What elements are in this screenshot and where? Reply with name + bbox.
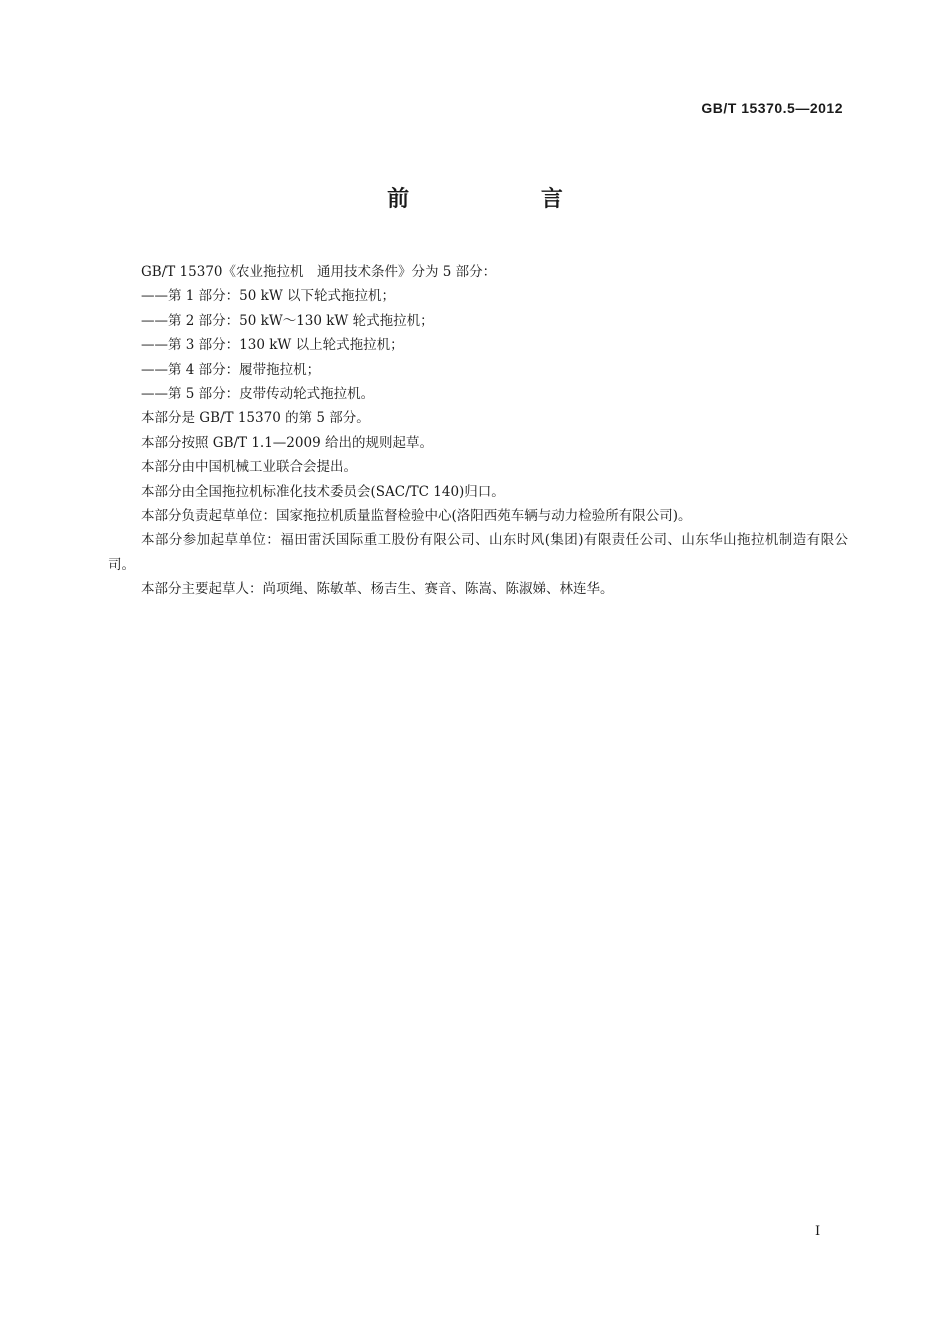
paragraph-part-statement: 本部分是 GB/T 15370 的第 5 部分。 <box>141 410 370 427</box>
list-item-part-2: ——第 2 部分：50 kW～130 kW 轮式拖拉机； <box>141 312 434 329</box>
preface-body <box>108 260 848 602</box>
paragraph-lead-drafter: 本部分负责起草单位：国家拖拉机质量监督检验中心(洛阳西苑车辆与动力检验所有限公司)。 <box>141 508 692 525</box>
paragraph-main-drafters: 本部分主要起草人：尚项绳、陈敏革、杨吉生、赛音、陈嵩、陈淑娣、林连华。 <box>141 581 614 598</box>
list-item-part-3: ——第 3 部分：130 kW 以上轮式拖拉机； <box>141 337 404 354</box>
paragraph-committee: 本部分由全国拖拉机标准化技术委员会(SAC/TC 140)归口。 <box>141 483 505 500</box>
paragraph-proposer: 本部分由中国机械工业联合会提出。 <box>141 459 357 476</box>
paragraph-drafting-rules: 本部分按照 GB/T 1.1—2009 给出的规则起草。 <box>141 434 433 451</box>
page-number: I <box>815 1224 821 1239</box>
list-item-part-5: ——第 5 部分：皮带传动轮式拖拉机。 <box>141 386 375 403</box>
page-title: 前 言 <box>387 187 625 212</box>
paragraph-participating-drafters: 本部分参加起草单位：福田雷沃国际重工股份有限公司、山东时风(集团)有限责任公司、山东华山拖拉机制造有限公司。 <box>108 532 848 573</box>
list-item-part-1: ——第 1 部分：50 kW 以下轮式拖拉机； <box>141 288 395 305</box>
standard-number: GB/T 15370.5—2012 <box>701 100 843 116</box>
paragraph-parts-intro: GB/T 15370《农业拖拉机 通用技术条件》分为 5 部分： <box>141 264 497 280</box>
list-item-part-4: ——第 4 部分：履带拖拉机； <box>141 361 321 378</box>
